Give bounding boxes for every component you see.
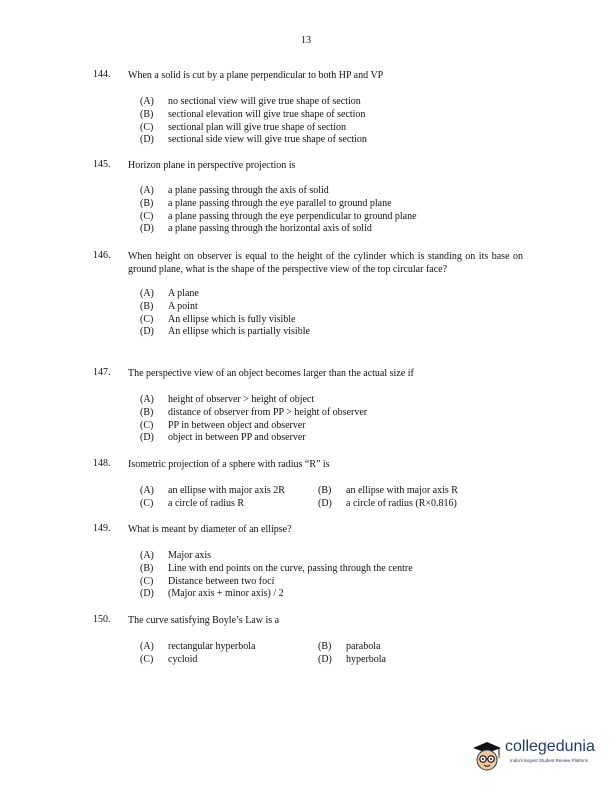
option-b — [140, 198, 523, 211]
option-label: (B) — [140, 197, 154, 209]
option-a — [140, 394, 523, 407]
question-150 — [93, 614, 523, 667]
question-number: 147. — [93, 367, 111, 378]
option-b — [140, 563, 523, 576]
question-number: 148. — [93, 458, 111, 469]
collegedunia-logo — [470, 737, 610, 777]
question-text: Horizon plane in perspective projection is — [128, 160, 296, 171]
option-text: parabola — [346, 641, 381, 652]
option-d — [140, 326, 523, 339]
option-a — [140, 185, 523, 198]
option-text: no sectional view will give true shape of section — [168, 96, 361, 107]
option-text: sectional elevation will give true shape of section — [168, 108, 366, 120]
option-row — [140, 498, 523, 511]
option-label: (C) — [140, 497, 154, 509]
option-row — [140, 485, 523, 498]
option-label: (D) — [140, 326, 154, 338]
option-a — [140, 550, 523, 563]
option-d — [140, 223, 523, 236]
question-number: 150. — [93, 614, 111, 625]
question-text: When a solid is cut by a plane perpendicular to both HP and VP — [128, 70, 384, 81]
option-label: (D) — [140, 134, 154, 146]
logo-tagline: India's largest Student Review Platform — [510, 758, 589, 763]
option-row — [140, 641, 523, 654]
option-label: (B) — [140, 562, 154, 574]
question-text: What is meant by diameter of an ellipse? — [128, 524, 292, 535]
question-text: When height on observer is equal to the height of the cylinder which is standing on its base on ground plane, what is the shape of the perspective view of the top circular face? — [128, 251, 523, 275]
question-149 — [93, 523, 523, 601]
option-text: a plane passing through the eye parallel to ground plane — [168, 197, 392, 209]
option-text: PP in between object and observer — [168, 419, 306, 431]
option-text: Major axis — [168, 550, 212, 561]
option-text: Line with end points on the curve, passing through the centre — [168, 562, 413, 574]
option-label: (A) — [140, 288, 154, 299]
option-d — [140, 134, 523, 147]
option-text: sectional plan will give true shape of section — [168, 121, 347, 133]
option-text: rectangular hyperbola — [168, 641, 256, 652]
question-number: 146. — [93, 250, 111, 261]
option-label: (C) — [140, 313, 154, 325]
option-label: (A) — [140, 485, 154, 496]
graduate-mascot-icon — [470, 739, 504, 773]
option-a — [140, 96, 523, 109]
option-text: a circle of radius R — [168, 497, 245, 509]
option-text: A plane — [168, 288, 199, 299]
option-d — [140, 588, 523, 601]
question-text: The curve satisfying Boyle’s Law is a — [128, 615, 280, 626]
option-label: (D) — [140, 588, 154, 600]
option-label: (C) — [140, 210, 154, 222]
option-text: An ellipse which is partially visible — [168, 326, 310, 338]
option-label: (B) — [140, 406, 154, 418]
option-a — [140, 288, 523, 301]
option-c — [140, 211, 523, 224]
option-d — [140, 432, 523, 445]
option-text: An ellipse which is fully visible — [168, 313, 296, 325]
option-b — [140, 109, 523, 122]
option-label: (C) — [140, 121, 154, 133]
option-text: distance of observer from PP > height of observer — [168, 406, 368, 418]
question-number: 145. — [93, 159, 111, 170]
page-number: 13 — [301, 35, 311, 46]
option-c — [140, 420, 523, 433]
option-text: a plane passing through the axis of solid — [168, 185, 329, 196]
option-label: (D) — [318, 653, 332, 665]
option-text: an ellipse with major axis 2R — [168, 485, 285, 496]
option-c — [140, 314, 523, 327]
option-b — [140, 407, 523, 420]
option-label: (A) — [140, 185, 154, 196]
option-text: cycloid — [168, 653, 198, 665]
question-145 — [93, 159, 523, 236]
option-text: (Major axis + minor axis) / 2 — [168, 588, 284, 600]
option-label: (A) — [140, 641, 154, 652]
option-text: A point — [168, 300, 198, 312]
option-b — [140, 301, 523, 314]
option-label: (A) — [140, 394, 154, 405]
option-c — [140, 576, 523, 589]
option-text: hyperbola — [346, 653, 386, 665]
question-148 — [93, 458, 523, 511]
question-text: The perspective view of an object becomes larger than the actual size if — [128, 368, 414, 379]
option-label: (B) — [140, 108, 154, 120]
option-text: an ellipse with major axis R — [346, 485, 458, 496]
option-label: (B) — [318, 485, 332, 496]
option-label: (A) — [140, 550, 154, 561]
question-text: Isometric projection of a sphere with radius “R” is — [128, 459, 330, 470]
question-147 — [93, 367, 523, 445]
question-144 — [93, 69, 523, 147]
option-label: (C) — [140, 575, 154, 587]
question-number: 144. — [93, 69, 111, 80]
option-label: (C) — [140, 653, 154, 665]
option-label: (A) — [140, 96, 154, 107]
option-text: object in between PP and observer — [168, 432, 306, 444]
question-146 — [93, 250, 523, 339]
option-text: a circle of radius (R×0.816) — [346, 497, 457, 509]
option-text: a plane passing through the eye perpendicular to ground plane — [168, 210, 417, 222]
question-number: 149. — [93, 523, 111, 534]
option-label: (C) — [140, 419, 154, 431]
option-label: (D) — [318, 497, 332, 509]
option-text: height of observer > height of object — [168, 394, 315, 405]
option-label: (D) — [140, 223, 154, 235]
option-label: (D) — [140, 432, 154, 444]
option-c — [140, 122, 523, 135]
option-label: (B) — [318, 641, 332, 652]
option-label: (B) — [140, 300, 154, 312]
option-text: a plane passing through the horizontal axis of solid — [168, 223, 372, 235]
option-row — [140, 654, 523, 667]
logo-wordmark: collegedunia — [505, 738, 595, 755]
option-text: sectional side view will give true shape of section — [168, 134, 367, 146]
option-text: Distance between two foci — [168, 575, 275, 587]
